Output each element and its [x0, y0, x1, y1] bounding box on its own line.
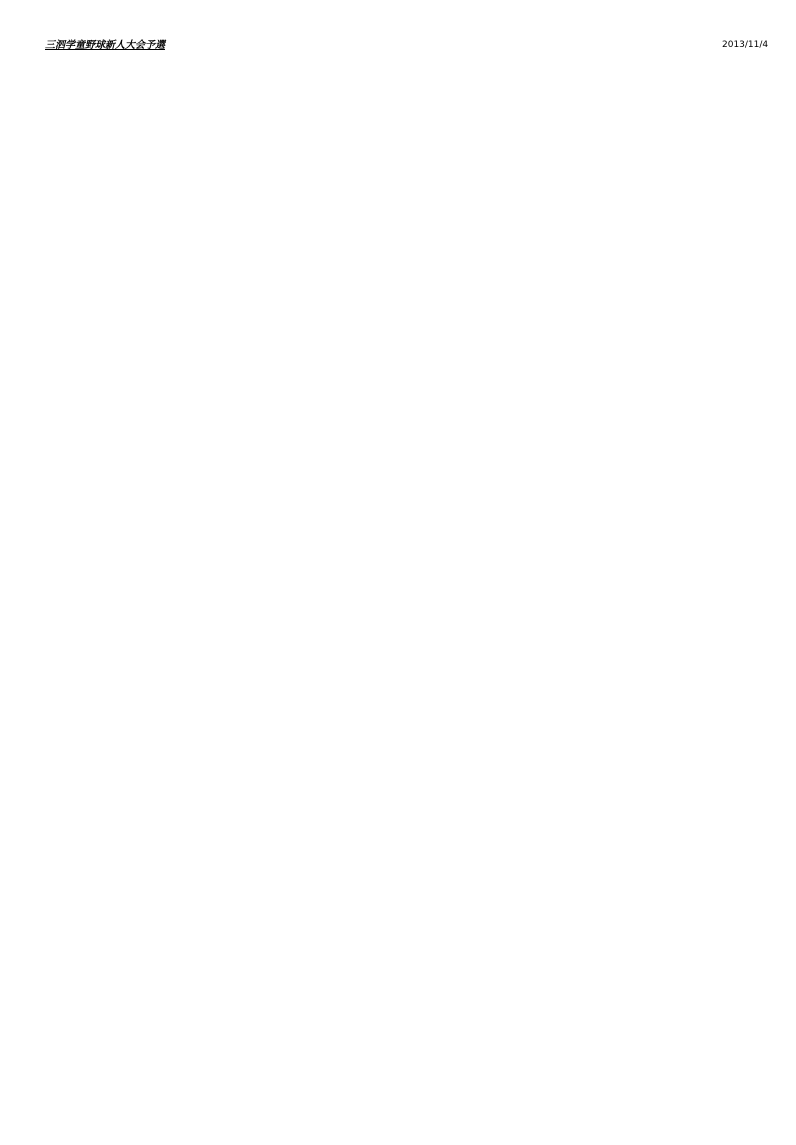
- page-title: 三泗学童野球新人大会予選: [45, 40, 165, 51]
- document-date: 2013/11/4: [722, 40, 769, 50]
